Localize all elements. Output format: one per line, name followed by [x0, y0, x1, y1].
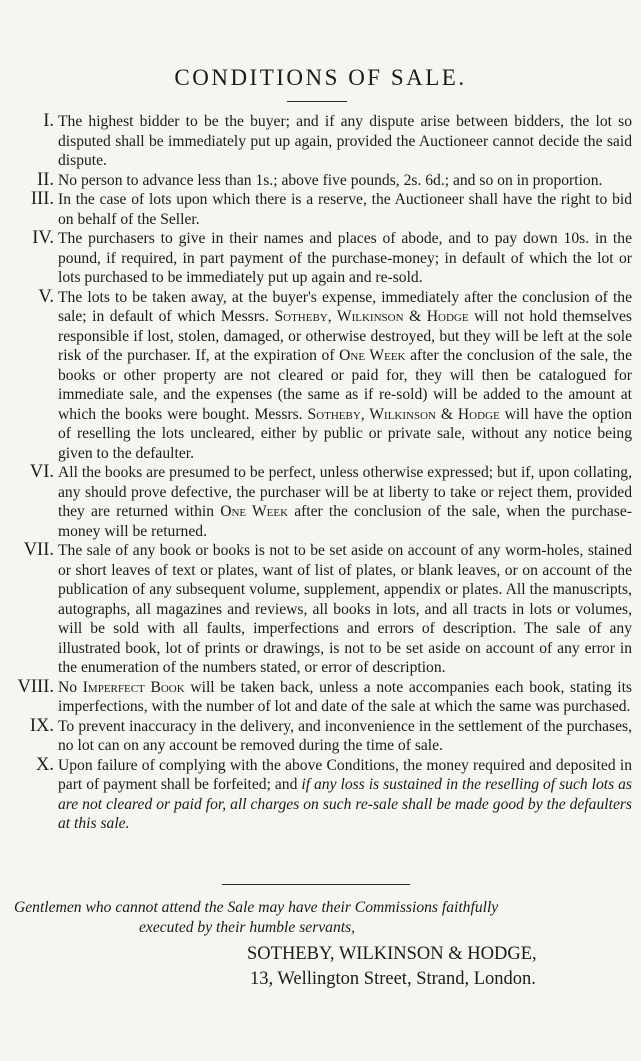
condition-text: The highest bidder to be the buyer; and if any dispute arise between bidders, the lot so disputed shall be immediately put up again, provided the Auctioneer cannot decide the said dispute.	[58, 113, 632, 169]
condition-8	[14, 678, 632, 717]
condition-text-part: will be taken back, unless a note accompanies each book, stating its imperfections, with the number of lot and date of the sale at which the same was purchased.	[58, 678, 632, 715]
condition-6	[14, 463, 632, 541]
condition-text	[58, 288, 632, 464]
condition-5	[14, 288, 632, 464]
condition-text	[58, 678, 632, 717]
page-title: CONDITIONS OF SALE.	[174, 65, 467, 90]
condition-1	[14, 112, 632, 171]
title-divider	[287, 101, 347, 102]
condition-text-part: after the conclusion of the sale, the books or other property are not cleared or paid for, they will then be catalogued for immediate sale, and the expenses (the same as if re-sold) will be added to the amount at which the books were bought. Messrs.	[58, 347, 632, 423]
condition-3	[14, 190, 632, 229]
condition-text-part: The lots to be taken away, at the buyer's expense, immediately after the conclusion of the sale; in default of which Messrs.	[58, 288, 632, 325]
condition-text-part: will have the option of reselling the lots uncleared, either by public or private sale, without any notice being given to the defaulter.	[58, 405, 632, 462]
condition-2	[14, 171, 632, 191]
condition-text-part: after the conclusion of the sale, when the purchase-money will be returned.	[58, 503, 632, 540]
condition-7	[14, 541, 632, 678]
conditions-list	[14, 112, 632, 834]
condition-numeral: II.	[37, 169, 54, 190]
imperfect-book-label: Imperfect Book	[82, 678, 185, 696]
condition-numeral: V.	[38, 286, 54, 307]
firm-name: SOTHEBY, WILKINSON & HODGE,	[247, 944, 537, 964]
condition-10	[14, 756, 632, 834]
commissions-note-line: executed by their humble servants,	[139, 919, 356, 936]
condition-text: The sale of any book or books is not to be set aside on account of any worm-holes, stained or short leaves of text or plates, want of list of plates, or blank leaves, or on account of the publication of any subsequent volume, supplement, appendix or plates. All the manuscripts, autographs, all magazines and reviews, all books in lots, and all tracts in lots or volumes, will be sold with all faults, imperfections and errors of description. The sale of any illustrated book, lot of prints or drawings, is not to be set aside on account of any error in the enumeration of the numbers stated, or error of description.	[58, 542, 632, 676]
firm-name-inline: Sotheby, Wilkinson & Hodge	[274, 308, 469, 325]
condition-numeral: X.	[36, 754, 54, 775]
section-divider	[222, 884, 410, 885]
condition-text-part: All the books are presumed to be perfect, unless otherwise expressed; but if, upon collating, any should prove defective, the purchaser will be at liberty to take or reject them, provided they are returned within	[58, 464, 632, 520]
time-period-inline: One Week	[220, 503, 289, 520]
condition-text-part: will not hold themselves responsible if lost, stolen, damaged, or otherwise destroyed, but they will be left at the sole risk of the purchaser. If, at the expiration of	[58, 308, 632, 364]
condition-text: To prevent inaccuracy in the delivery, and inconvenience in the settlement of the purchases, no lot can on any account be removed during the time of sale.	[58, 717, 632, 754]
condition-numeral: IV.	[32, 228, 54, 248]
condition-text: In the case of lots upon which there is a reserve, the Auctioneer shall have the right to bid on behalf of the Seller.	[58, 191, 632, 228]
condition-numeral: VII.	[23, 540, 54, 560]
condition-text: No person to advance less than 1s.; above five pounds, 2s. 6d.; and so on in proportion.	[58, 171, 603, 189]
condition-numeral: I.	[43, 111, 54, 131]
commissions-note	[14, 898, 632, 938]
condition-numeral: III.	[30, 189, 54, 209]
condition-4	[14, 229, 632, 288]
condition-9	[14, 717, 632, 756]
firm-name-inline: Sotheby, Wilkinson & Hodge	[307, 405, 500, 423]
condition-numeral: VIII.	[17, 676, 54, 697]
firm-address: 13, Wellington Street, Strand, London.	[250, 969, 536, 989]
condition-numeral: IX.	[29, 715, 54, 736]
condition-numeral: VI.	[29, 462, 54, 482]
condition-text: The purchasers to give in their names and places of abode, and to pay down 10s. in the pound, if required, in part payment of the purchase-money; in default of which the lot or lots purchased to be immediately put up again and re-sold.	[58, 230, 632, 286]
commissions-note-line: Gentlemen who cannot attend the Sale may have their Commissions faithfully	[14, 899, 499, 916]
condition-text-part: Upon failure of complying with the above Conditions, the money required and deposited in part of payment shall be forfeited; and	[58, 756, 632, 793]
condition-text	[58, 756, 632, 834]
condition-text-italic: if any loss is sustained in the reselling of such lots as are not cleared or paid for, all charges on such re-sale shall be made good by the defaulters at this sale.	[58, 776, 633, 832]
condition-text	[58, 463, 632, 541]
time-period-inline: One Week	[339, 347, 406, 364]
condition-text-part: No	[58, 678, 78, 696]
